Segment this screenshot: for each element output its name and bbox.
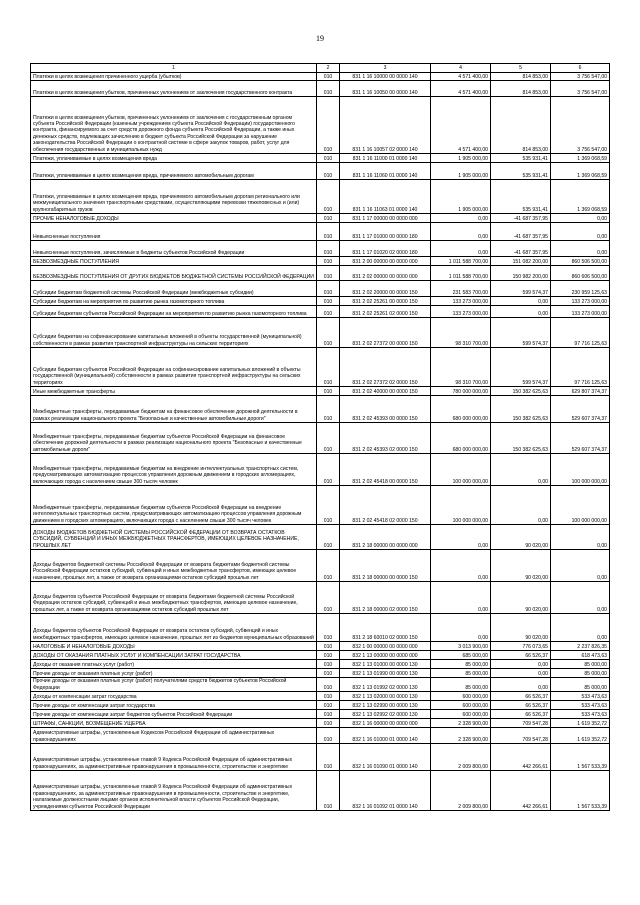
row-name: Межбюджетные трансферты, передаваемые бюджетам субъектов Российской Федерации на внедрение интеллектуальных транспортных систем, предусматривающих автоматизацию процессов управления дорожным движением в городских агломерациях, включающих города с населением свыше 300 тысяч человек — [31, 486, 317, 525]
row-executed-amount: 90 020,00 — [491, 614, 551, 642]
row-name: Межбюджетные трансферты, передаваемые бюджетам на внедрение интеллектуальных транспортных систем, предусматривающих автоматизацию процессов управления дорожным движением в городских агломерациях, включающих города с населением свыше 300 тысяч человек — [31, 454, 317, 486]
row-name: Доходы бюджетов субъектов Российской Федерации от возврата остатков субсидий, субвенций и иных межбюджетных трансфертов, имеющих целевое назначение, прошлых лет из бюджетов муниципальных образований — [31, 614, 317, 642]
row-name: Прочие доходы от компенсации затрат бюджетов субъектов Российской Федерации — [31, 710, 317, 719]
row-unexecuted-amount: 1 369 068,59 — [551, 180, 610, 214]
row-budget-code: 831 2 18 00000 00 0000 150 — [340, 550, 431, 582]
row-budget-code: 831 1 17 01020 02 0000 180 — [340, 241, 431, 257]
row-unexecuted-amount: 860 606 500,00 — [551, 266, 610, 281]
row-executed-amount: 0,00 — [491, 486, 551, 525]
row-unexecuted-amount: 629 807 374,37 — [551, 387, 610, 396]
row-budget-code: 831 2 00 00000 00 0000 000 — [340, 257, 431, 266]
row-name: ДОХОДЫ БЮДЖЕТОВ БЮДЖЕТНОЙ СИСТЕМЫ РОССИЙСКОЙ ФЕДЕРАЦИИ ОТ ВОЗВРАТА ОСТАТКОВ СУБСИДИЙ, СУБВЕНЦИЙ И ИНЫХ МЕЖБЮДЖЕТНЫХ ТРАНСФЕРТОВ, ИМЕЮЩИХ ЦЕЛЕВОЕ НАЗНАЧЕНИЕ, ПРОШЛЫХ ЛЕТ — [31, 525, 317, 550]
row-budget-code: 831 1 16 10050 00 0000 140 — [340, 81, 431, 97]
row-approved-amount: 680 000 000,00 — [431, 396, 491, 423]
row-code: 010 — [317, 525, 340, 550]
row-executed-amount: 0,00 — [491, 669, 551, 678]
row-budget-code: 832 1 13 01990 00 0000 130 — [340, 669, 431, 678]
row-approved-amount: 133 273 000,00 — [431, 306, 491, 318]
row-name: Административные штрафы, установленные главой 9 Кодекса Российской Федерации об административных правонарушениях, за административные правонарушения в промышленности, строительстве и энергетике, налагаемые должностными лицами органов исполнительной власти субъектов Российской Федерации, учреждениями субъектов Российской Федерации — [31, 771, 317, 811]
row-budget-code: 831 1 16 11000 01 0000 140 — [340, 154, 431, 163]
table-row — [31, 525, 610, 550]
header-cell-3: 3 — [340, 64, 431, 73]
row-executed-amount: 599 574,37 — [491, 318, 551, 348]
row-executed-amount: 709 547,28 — [491, 719, 551, 728]
row-approved-amount: 0,00 — [431, 241, 491, 257]
row-unexecuted-amount: 0,00 — [551, 241, 610, 257]
row-code: 010 — [317, 710, 340, 719]
row-unexecuted-amount: 133 273 000,00 — [551, 297, 610, 306]
row-name: Платежи, уплачиваемые в целях возмещения вреда — [31, 154, 317, 163]
table-row — [31, 486, 610, 525]
row-budget-code: 831 2 02 40000 00 0000 150 — [340, 387, 431, 396]
row-unexecuted-amount: 100 000 000,00 — [551, 454, 610, 486]
row-code: 010 — [317, 97, 340, 154]
row-executed-amount: 66 526,37 — [491, 710, 551, 719]
row-unexecuted-amount: 3 756 547,00 — [551, 73, 610, 81]
row-unexecuted-amount: 618 473,63 — [551, 651, 610, 660]
row-code: 010 — [317, 387, 340, 396]
row-approved-amount: 685 000,00 — [431, 651, 491, 660]
row-unexecuted-amount: 3 756 547,00 — [551, 81, 610, 97]
row-approved-amount: 1 905 000,00 — [431, 154, 491, 163]
row-code: 010 — [317, 241, 340, 257]
row-code: 010 — [317, 257, 340, 266]
row-executed-amount: 814 853,00 — [491, 73, 551, 81]
row-executed-amount: 90 020,00 — [491, 525, 551, 550]
row-name: БЕЗВОЗМЕЗДНЫЕ ПОСТУПЛЕНИЯ — [31, 257, 317, 266]
row-budget-code: 831 2 18 00000 00 0000 000 — [340, 525, 431, 550]
row-executed-amount: 709 547,28 — [491, 728, 551, 744]
row-code: 010 — [317, 454, 340, 486]
row-unexecuted-amount: 100 000 000,00 — [551, 486, 610, 525]
row-code: 010 — [317, 348, 340, 387]
row-code: 010 — [317, 297, 340, 306]
row-executed-amount: 814 853,00 — [491, 97, 551, 154]
table-row — [31, 97, 610, 154]
table-row — [31, 454, 610, 486]
row-executed-amount: 90 020,00 — [491, 550, 551, 582]
row-name: Межбюджетные трансферты, передаваемые бюджетам на финансовое обеспечение дорожной деятельности в рамках реализации национального проекта "Безопасные и качественные автомобильные дороги" — [31, 396, 317, 423]
row-unexecuted-amount: 85 000,00 — [551, 669, 610, 678]
row-unexecuted-amount: 85 000,00 — [551, 678, 610, 692]
row-unexecuted-amount: 1 619 352,72 — [551, 728, 610, 744]
row-name: Платежи в целях возмещения убытков, причиненных уклонением от заключения государственного контракта — [31, 81, 317, 97]
row-code: 010 — [317, 614, 340, 642]
row-code: 010 — [317, 719, 340, 728]
row-approved-amount: 100 000 000,00 — [431, 486, 491, 525]
row-name: НАЛОГОВЫЕ И НЕНАЛОГОВЫЕ ДОХОДЫ — [31, 642, 317, 651]
row-executed-amount: 442 266,61 — [491, 744, 551, 771]
row-budget-code: 831 1 17 00000 00 0000 000 — [340, 214, 431, 223]
row-budget-code: 831 1 16 10057 02 0000 140 — [340, 97, 431, 154]
row-budget-code: 832 1 13 01992 02 0000 130 — [340, 678, 431, 692]
row-code: 010 — [317, 701, 340, 710]
row-code: 010 — [317, 550, 340, 582]
row-code: 010 — [317, 73, 340, 81]
row-approved-amount: 1 011 588 700,00 — [431, 266, 491, 281]
row-executed-amount: 66 526,37 — [491, 651, 551, 660]
table-row — [31, 73, 610, 81]
table-row — [31, 241, 610, 257]
row-approved-amount: 0,00 — [431, 525, 491, 550]
row-code: 010 — [317, 214, 340, 223]
row-name: Субсидии бюджетам субъектов Российской Федерации на софинансирование капитальных вложений в объекты государственной (муниципальной) собственности в рамках развития транспортной инфраструктуры на сельских территориях — [31, 348, 317, 387]
row-budget-code: 832 1 13 02992 02 0000 130 — [340, 710, 431, 719]
row-budget-code: 831 2 02 45393 00 0000 150 — [340, 396, 431, 423]
row-name: Невыясненные поступления — [31, 223, 317, 241]
row-budget-code: 831 1 17 01000 00 0000 180 — [340, 223, 431, 241]
row-name: Субсидии бюджетам на софинансирование капитальных вложений в объекты государственной (муниципальной) собственности в рамках развития транспортной инфраструктуры на сельских территориях — [31, 318, 317, 348]
row-code: 010 — [317, 728, 340, 744]
row-executed-amount: 442 266,61 — [491, 771, 551, 811]
row-approved-amount: 680 000 000,00 — [431, 423, 491, 454]
row-unexecuted-amount: 85 000,00 — [551, 660, 610, 669]
row-approved-amount: 231 583 700,00 — [431, 281, 491, 297]
table-row — [31, 669, 610, 678]
row-executed-amount: 150 382 625,63 — [491, 396, 551, 423]
table-row — [31, 348, 610, 387]
row-code: 010 — [317, 223, 340, 241]
row-executed-amount: 776 073,65 — [491, 642, 551, 651]
row-unexecuted-amount: 533 473,63 — [551, 692, 610, 701]
row-unexecuted-amount: 0,00 — [551, 582, 610, 614]
row-code: 010 — [317, 180, 340, 214]
row-code: 010 — [317, 660, 340, 669]
table-row — [31, 396, 610, 423]
row-approved-amount: 85 000,00 — [431, 669, 491, 678]
row-code: 010 — [317, 771, 340, 811]
row-budget-code: 832 1 16 01090 01 0000 140 — [340, 744, 431, 771]
row-approved-amount: 2 328 900,00 — [431, 719, 491, 728]
row-code: 010 — [317, 281, 340, 297]
row-executed-amount: 0,00 — [491, 678, 551, 692]
row-name: Прочие доходы от оказания платных услуг (работ) — [31, 669, 317, 678]
row-budget-code: 831 2 02 25261 00 0000 150 — [340, 297, 431, 306]
table-row — [31, 642, 610, 651]
table-row — [31, 692, 610, 701]
row-approved-amount: 3 013 900,00 — [431, 642, 491, 651]
row-unexecuted-amount: 133 273 000,00 — [551, 306, 610, 318]
table-row — [31, 744, 610, 771]
row-executed-amount: 66 526,37 — [491, 701, 551, 710]
table-row — [31, 297, 610, 306]
row-code: 010 — [317, 744, 340, 771]
row-unexecuted-amount: 0,00 — [551, 214, 610, 223]
row-budget-code: 831 2 02 45418 02 0000 150 — [340, 486, 431, 525]
row-approved-amount: 100 000 000,00 — [431, 454, 491, 486]
row-approved-amount: 600 000,00 — [431, 692, 491, 701]
row-budget-code: 832 1 13 00000 00 0000 000 — [340, 651, 431, 660]
table-row — [31, 281, 610, 297]
row-name: Доходы от компенсации затрат государства — [31, 692, 317, 701]
revenue-table — [30, 63, 610, 811]
row-budget-code: 831 1 16 10000 00 0000 140 — [340, 73, 431, 81]
row-code: 010 — [317, 692, 340, 701]
row-budget-code: 831 2 02 00000 00 0000 000 — [340, 266, 431, 281]
row-code: 010 — [317, 678, 340, 692]
row-name: Субсидии бюджетам субъектов Российской Федерации на мероприятия по развитию рынка газомоторного топлива — [31, 306, 317, 318]
row-unexecuted-amount: 1 619 352,72 — [551, 719, 610, 728]
row-name: ДОХОДЫ ОТ ОКАЗАНИЯ ПЛАТНЫХ УСЛУГ И КОМПЕНСАЦИИ ЗАТРАТ ГОСУДАРСТВА — [31, 651, 317, 660]
row-unexecuted-amount: 1 369 068,59 — [551, 154, 610, 163]
row-approved-amount: 1 905 000,00 — [431, 180, 491, 214]
row-approved-amount: 85 000,00 — [431, 660, 491, 669]
row-name: Административные штрафы, установленные главой 9 Кодекса Российской Федерации об административных правонарушениях, за административные правонарушения в промышленности, строительстве и энергетике — [31, 744, 317, 771]
row-name: Невыясненные поступления, зачисляемые в бюджеты субъектов Российской Федерации — [31, 241, 317, 257]
row-name: Доходы от оказания платных услуг (работ) — [31, 660, 317, 669]
row-name: Платежи, уплачиваемые в целях возмещения вреда, причиняемого автомобильным дорогам регионального или межмуниципального значения транспортными средствами, осуществляющими перевозки тяжеловесных и (или) крупногабаритных грузов — [31, 180, 317, 214]
row-name: Платежи в целях возмещения причиненного ущерба (убытков) — [31, 73, 317, 81]
row-name: Платежи в целях возмещения убытков, причиненных уклонением от заключения с государственным органом субъекта Российской Федерации (казенным учреждением субъекта Российской Федерации) государственного контракта, финансируемого за счет средств дорожного фонда субъекта Российской Федерации, а также иных денежных средств, подлежащих зачислению в бюджет субъекта Российской Федерации за нарушение законодательства Российской Федерации о контрактной системе в сфере закупок товаров, работ, услуг для обеспечения государственных и муниципальных нужд — [31, 97, 317, 154]
table-row — [31, 614, 610, 642]
row-approved-amount: 0,00 — [431, 223, 491, 241]
row-approved-amount: 0,00 — [431, 614, 491, 642]
row-unexecuted-amount: 1 567 533,39 — [551, 771, 610, 811]
row-executed-amount: 599 574,37 — [491, 348, 551, 387]
row-code: 010 — [317, 582, 340, 614]
row-approved-amount: 4 571 400,00 — [431, 81, 491, 97]
row-unexecuted-amount: 0,00 — [551, 550, 610, 582]
row-name: Административные штрафы, установленные Кодексом Российской Федерации об административных правонарушениях — [31, 728, 317, 744]
row-executed-amount: 814 853,00 — [491, 81, 551, 97]
row-unexecuted-amount: 97 716 125,63 — [551, 318, 610, 348]
table-row — [31, 180, 610, 214]
row-code: 010 — [317, 642, 340, 651]
row-approved-amount: 600 000,00 — [431, 701, 491, 710]
table-row — [31, 306, 610, 318]
row-approved-amount: 2 328 900,00 — [431, 728, 491, 744]
row-approved-amount: 98 310 700,00 — [431, 348, 491, 387]
row-executed-amount: 150 982 200,00 — [491, 266, 551, 281]
header-cell-2: 2 — [317, 64, 340, 73]
row-budget-code: 832 1 13 02000 00 0000 130 — [340, 692, 431, 701]
row-name: Иные межбюджетные трансферты — [31, 387, 317, 396]
table-row — [31, 771, 610, 811]
row-unexecuted-amount: 230 959 125,63 — [551, 281, 610, 297]
row-name: Субсидии бюджетам бюджетной системы Российской Федерации (межбюджетные субсидии) — [31, 281, 317, 297]
row-unexecuted-amount: 860 506 500,00 — [551, 257, 610, 266]
row-unexecuted-amount: 0,00 — [551, 614, 610, 642]
row-unexecuted-amount: 97 716 125,63 — [551, 348, 610, 387]
header-cell-4: 4 — [431, 64, 491, 73]
row-executed-amount: 0,00 — [491, 660, 551, 669]
row-unexecuted-amount: 2 237 826,35 — [551, 642, 610, 651]
row-code: 010 — [317, 163, 340, 180]
table-row — [31, 678, 610, 692]
header-cell-6: 6 — [551, 64, 610, 73]
table-body — [31, 64, 610, 811]
row-name: Субсидии бюджетам на мероприятия по развитию рынка газомоторного топлива — [31, 297, 317, 306]
row-budget-code: 832 1 16 01092 01 0000 140 — [340, 771, 431, 811]
table-row — [31, 223, 610, 241]
row-name: Прочие доходы от оказания платных услуг (работ) получателями средств бюджетов субъектов Российской Федерации — [31, 678, 317, 692]
row-unexecuted-amount: 0,00 — [551, 525, 610, 550]
table-row — [31, 214, 610, 223]
table-row — [31, 550, 610, 582]
row-code: 010 — [317, 266, 340, 281]
row-approved-amount: 0,00 — [431, 582, 491, 614]
row-budget-code: 831 2 18 00000 02 0000 150 — [340, 582, 431, 614]
row-budget-code: 831 2 02 20000 00 0000 150 — [340, 281, 431, 297]
table-row — [31, 154, 610, 163]
row-budget-code: 831 2 18 60010 02 0000 150 — [340, 614, 431, 642]
row-unexecuted-amount: 533 473,63 — [551, 710, 610, 719]
header-cell-1: 1 — [31, 64, 317, 73]
row-approved-amount: 85 000,00 — [431, 678, 491, 692]
row-budget-code: 831 1 16 11060 01 0000 140 — [340, 163, 431, 180]
row-approved-amount: 780 000 000,00 — [431, 387, 491, 396]
row-code: 010 — [317, 396, 340, 423]
table-row — [31, 582, 610, 614]
table-row — [31, 163, 610, 180]
row-budget-code: 832 1 00 00000 00 0000 000 — [340, 642, 431, 651]
row-executed-amount: 0,00 — [491, 297, 551, 306]
row-approved-amount: 600 000,00 — [431, 710, 491, 719]
row-name: Доходы бюджетов субъектов Российской Федерации от возврата бюджетами бюджетной системы Российской Федерации остатков субсидий, субвенций и иных межбюджетных трансфертов, имеющих целевое назначение, прошлых лет, а также от возврата организациями остатков субсидий прошлых лет — [31, 582, 317, 614]
table-row — [31, 651, 610, 660]
row-code: 010 — [317, 81, 340, 97]
row-budget-code: 832 1 16 01000 01 0000 140 — [340, 728, 431, 744]
table-row — [31, 719, 610, 728]
row-unexecuted-amount: 529 607 374,37 — [551, 396, 610, 423]
row-unexecuted-amount: 1 369 068,59 — [551, 163, 610, 180]
row-budget-code: 832 1 13 01000 00 0000 130 — [340, 660, 431, 669]
row-executed-amount: 0,00 — [491, 454, 551, 486]
row-name: Платежи, уплачиваемые в целях возмещения вреда, причиняемого автомобильным дорогам — [31, 163, 317, 180]
row-budget-code: 832 1 16 00000 00 0000 000 — [340, 719, 431, 728]
row-approved-amount: 0,00 — [431, 550, 491, 582]
row-name: Прочие доходы от компенсации затрат государства — [31, 701, 317, 710]
row-executed-amount: 599 574,37 — [491, 281, 551, 297]
table-row — [31, 81, 610, 97]
table-row — [31, 701, 610, 710]
row-unexecuted-amount: 3 756 547,00 — [551, 97, 610, 154]
row-code: 010 — [317, 669, 340, 678]
row-name: ШТРАФЫ, САНКЦИИ, ВОЗМЕЩЕНИЕ УЩЕРБА — [31, 719, 317, 728]
row-approved-amount: 4 571 400,00 — [431, 73, 491, 81]
row-approved-amount: 133 273 000,00 — [431, 297, 491, 306]
header-row — [31, 64, 610, 73]
table-row — [31, 710, 610, 719]
row-unexecuted-amount: 529 607 374,37 — [551, 423, 610, 454]
table-row — [31, 660, 610, 669]
row-name: БЕЗВОЗМЕЗДНЫЕ ПОСТУПЛЕНИЯ ОТ ДРУГИХ БЮДЖЕТОВ БЮДЖЕТНОЙ СИСТЕМЫ РОССИЙСКОЙ ФЕДЕРАЦИИ — [31, 266, 317, 281]
table-row — [31, 266, 610, 281]
row-code: 010 — [317, 423, 340, 454]
row-executed-amount: 151 082 200,00 — [491, 257, 551, 266]
row-name: Доходы бюджетов бюджетной системы Российской Федерации от возврата бюджетами бюджетной системы Российской Федерации остатков субсидий, субвенций и иных межбюджетных трансфертов, имеющих целевое назначение, прошлых лет, а также от возврата организациями остатков субсидий прошлых лет — [31, 550, 317, 582]
table-row — [31, 728, 610, 744]
page-number: 19 — [316, 34, 324, 43]
row-code: 010 — [317, 154, 340, 163]
row-budget-code: 831 2 02 27372 00 0000 150 — [340, 318, 431, 348]
row-approved-amount: 1 011 588 700,00 — [431, 257, 491, 266]
row-budget-code: 831 2 02 25261 02 0000 150 — [340, 306, 431, 318]
table-row — [31, 257, 610, 266]
row-approved-amount: 4 571 400,00 — [431, 97, 491, 154]
row-code: 010 — [317, 486, 340, 525]
row-executed-amount: 90 020,00 — [491, 582, 551, 614]
row-approved-amount: 98 310 700,00 — [431, 318, 491, 348]
row-executed-amount: 150 382 625,63 — [491, 423, 551, 454]
row-name: Межбюджетные трансферты, передаваемые бюджетам субъектов Российской Федерации на финансовое обеспечение дорожной деятельности в рамках реализации национального проекта "Безопасные и качественные автомобильные дороги" — [31, 423, 317, 454]
row-budget-code: 831 2 02 27372 02 0000 150 — [340, 348, 431, 387]
row-executed-amount: -41 687 357,95 — [491, 214, 551, 223]
row-executed-amount: 535 931,41 — [491, 163, 551, 180]
row-name: ПРОЧИЕ НЕНАЛОГОВЫЕ ДОХОДЫ — [31, 214, 317, 223]
row-code: 010 — [317, 318, 340, 348]
row-budget-code: 831 2 02 45418 00 0000 150 — [340, 454, 431, 486]
row-approved-amount: 2 009 800,00 — [431, 744, 491, 771]
row-approved-amount: 1 905 000,00 — [431, 163, 491, 180]
row-executed-amount: -41 687 357,95 — [491, 241, 551, 257]
row-unexecuted-amount: 533 473,63 — [551, 701, 610, 710]
row-unexecuted-amount: 1 567 533,39 — [551, 744, 610, 771]
row-unexecuted-amount: 0,00 — [551, 223, 610, 241]
row-executed-amount: 66 526,37 — [491, 692, 551, 701]
row-executed-amount: -41 687 357,95 — [491, 223, 551, 241]
row-budget-code: 831 2 02 45393 02 0000 150 — [340, 423, 431, 454]
row-code: 010 — [317, 306, 340, 318]
row-code: 010 — [317, 651, 340, 660]
row-budget-code: 832 1 13 02990 00 0000 130 — [340, 701, 431, 710]
row-budget-code: 831 1 16 11063 01 0000 140 — [340, 180, 431, 214]
row-executed-amount: 0,00 — [491, 306, 551, 318]
header-cell-5: 5 — [491, 64, 551, 73]
table-row — [31, 387, 610, 396]
row-approved-amount: 0,00 — [431, 214, 491, 223]
row-executed-amount: 150 382 625,63 — [491, 387, 551, 396]
row-approved-amount: 2 009 800,00 — [431, 771, 491, 811]
table-row — [31, 318, 610, 348]
row-executed-amount: 535 931,41 — [491, 180, 551, 214]
row-executed-amount: 535 931,41 — [491, 154, 551, 163]
table-row — [31, 423, 610, 454]
